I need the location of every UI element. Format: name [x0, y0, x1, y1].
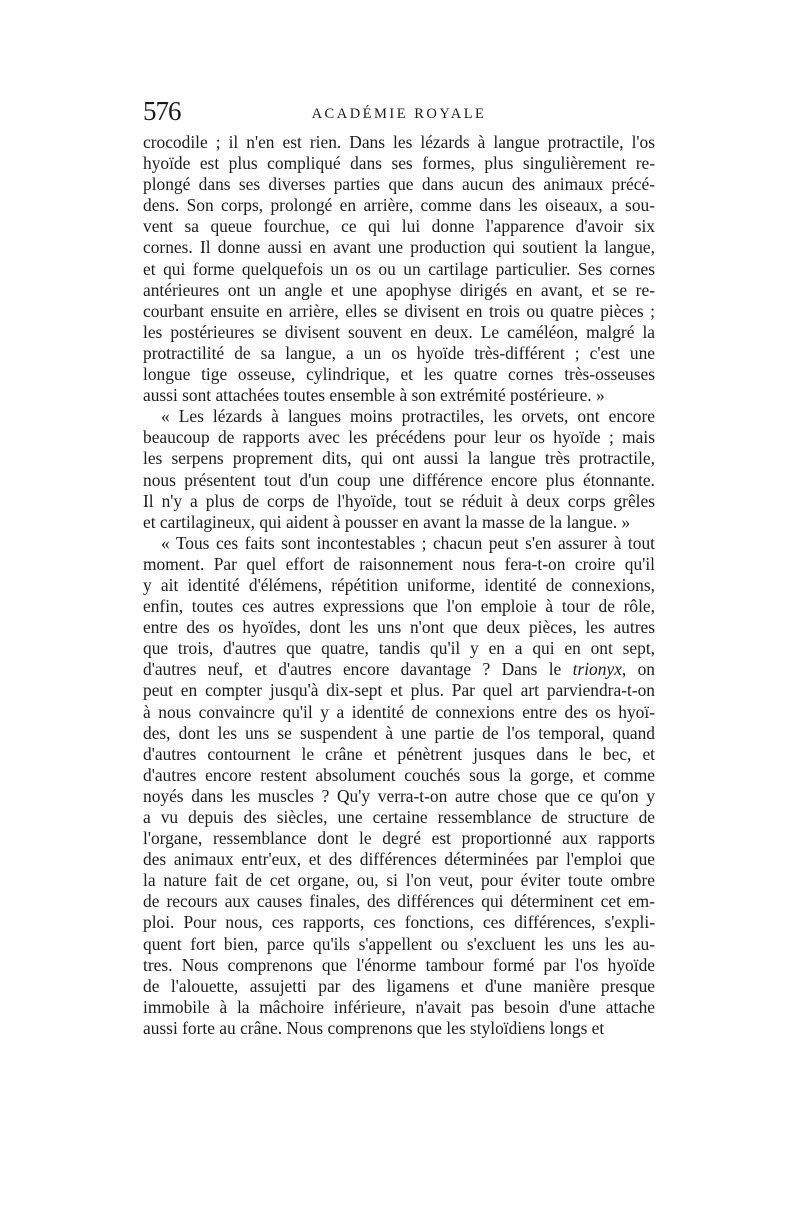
text-line: ploi. Pour nous, ces rapports, ces fonctions, ces différences, s'expli-	[143, 912, 655, 933]
page-header	[143, 96, 655, 130]
text-line: peut en compter jusqu'à dix-sept et plus. Par quel art parviendra-t-on	[143, 680, 655, 701]
paragraph	[143, 132, 655, 406]
text-line: tres. Nous comprenons que l'énorme tambour formé par l'os hyoïde	[143, 954, 655, 975]
text-line: courbant ensuite en arrière, elles se divisent en trois ou quatre pièces ;	[143, 300, 655, 321]
text-line: de recours aux causes finales, des différences qui déterminent cet em-	[143, 891, 655, 912]
text-line: aussi forte au crâne. Nous comprenons que les styloïdiens longs et	[143, 1017, 605, 1038]
text-line: entre des os hyoïdes, dont les uns n'ont que deux pièces, les autres	[143, 617, 655, 638]
text-line: vent sa queue fourchue, ce qui lui donne l'apparence d'avoir six	[143, 216, 655, 237]
text-line: d'autres encore restent absolument couchés sous la gorge, et comme	[143, 764, 655, 785]
text-line: protractilité de sa langue, a un os hyoïde très-différent ; c'est une	[143, 342, 655, 363]
text-line: y ait identité d'élémens, répétition uniforme, identité de connexions,	[143, 574, 655, 595]
page-number: 576	[143, 96, 181, 126]
text-line: des, dont les uns se suspendent à une partie de l'os temporal, quand	[143, 722, 655, 743]
text-line: plongé dans ses diverses parties que dans aucun des animaux précé-	[143, 174, 655, 195]
text-line: dens. Son corps, prolongé en arrière, comme dans les oiseaux, a sou-	[143, 195, 655, 216]
text-line: hyoïde est plus compliqué dans ses formes, plus singulièrement re-	[143, 153, 655, 174]
text-line: cornes. Il donne aussi en avant une production qui soutient la langue,	[143, 237, 655, 258]
text-line: des animaux entr'eux, et des différences déterminées par l'emploi que	[143, 849, 655, 870]
text-line: enfin, toutes ces autres expressions que l'on emploie à tour de rôle,	[143, 596, 655, 617]
text-line: de l'alouette, assujetti par des ligamens et d'une manière presque	[143, 975, 655, 996]
text-line: l'organe, ressemblance dont le degré est proportionné aux rapports	[143, 828, 655, 849]
paragraph	[143, 406, 655, 533]
text-line: d'autres contournent le crâne et pénètrent jusques dans le bec, et	[143, 743, 655, 764]
text-line: « Les lézards à langues moins protractiles, les orvets, ont encore	[161, 406, 655, 427]
text-line: Il n'y a plus de corps de l'hyoïde, tout se réduit à deux corps grêles	[143, 490, 655, 511]
text-line: immobile à la mâchoire inférieure, n'avait pas besoin d'une attache	[143, 996, 655, 1017]
text-line: moment. Par quel effort de raisonnement nous fera-t-on croire qu'il	[143, 553, 655, 574]
text-line: crocodile ; il n'en est rien. Dans les lézards à langue protractile, l'os	[143, 132, 655, 152]
text-line: nous présentent tout d'un coup une différence encore plus étonnante.	[143, 469, 655, 490]
text-line: que trois, d'autres que quatre, tandis qu'il y en a qui en ont sept,	[143, 638, 655, 659]
text-line: les serpens proprement dits, qui ont aussi la langue très protractile,	[143, 448, 655, 469]
text-line: et qui forme quelquefois un os ou un cartilage particulier. Ses cornes	[143, 258, 655, 279]
running-head: ACADÉMIE ROYALE	[311, 106, 487, 122]
text-line: noyés dans les muscles ? Qu'y verra-t-on autre chose que ce qu'on y	[143, 785, 655, 806]
text-line: a vu depuis des siècles, une certaine ressemblance de structure de	[143, 807, 655, 827]
text-line: et cartilagineux, qui aident à pousser en avant la masse de la langue. »	[143, 511, 631, 532]
text-line: longue tige osseuse, cylindrique, et les quatre cornes très-osseuses	[143, 364, 655, 385]
text-line: la nature fait de cet organe, ou, si l'on veut, pour éviter toute ombre	[143, 870, 655, 891]
text-line: quent fort bien, parce qu'ils s'appellent ou s'excluent les uns les au-	[143, 933, 655, 954]
text-line: aussi sont attachées toutes ensemble à son extrémité postérieure. »	[143, 385, 605, 406]
body-text	[143, 132, 655, 1039]
text-line: antérieures ont un angle et une apophyse dirigés en avant, et se re-	[143, 279, 655, 300]
text-line: beaucoup de rapports avec les précédens pour leur os hyoïde ; mais	[143, 427, 655, 448]
paragraph	[143, 533, 655, 1039]
text-line: « Tous ces faits sont incontestables ; chacun peut s'en assurer à tout	[161, 532, 655, 553]
text-line: d'autres neuf, et d'autres encore davantage ? Dans le trionyx, on	[143, 659, 655, 680]
text-line: à nous convaincre qu'il y a identité de connexions entre des os hyoï-	[143, 701, 655, 722]
text-line: les postérieures se divisent souvent en deux. Le caméléon, malgré la	[143, 321, 655, 342]
